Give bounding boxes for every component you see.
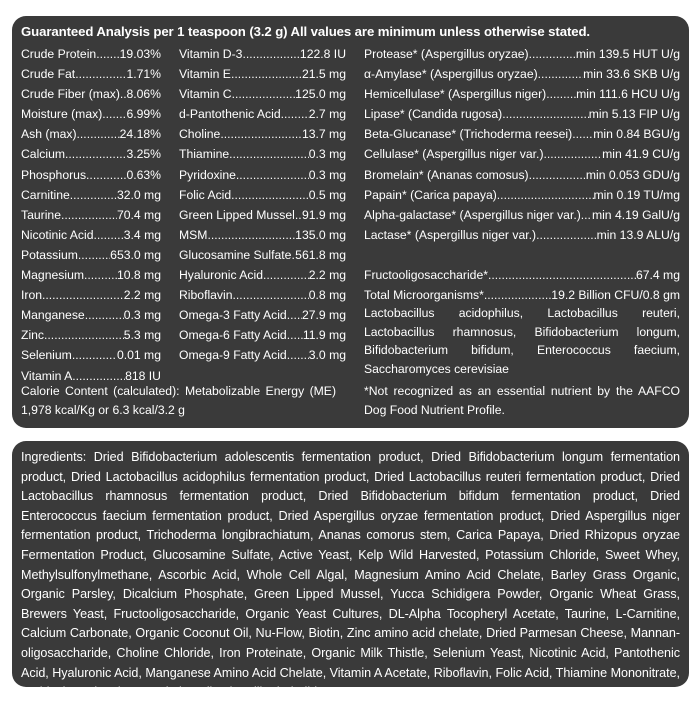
leader-dots	[581, 205, 592, 225]
nutrient-value: 135.0 mg	[295, 227, 346, 242]
nutrient-row	[364, 285, 680, 305]
nutrient-row	[21, 165, 161, 185]
nutrient-name: Omega-3 Fatty Acid	[179, 308, 287, 323]
nutrient-name: Calcium	[21, 147, 66, 162]
nutrient-name: α-Amylase* (Aspergillus oryzae)	[364, 67, 538, 82]
guaranteed-analysis-panel	[12, 16, 689, 428]
leader-dots	[287, 325, 303, 345]
nutrient-row	[21, 205, 161, 225]
nutrient-name: Beta-Glucanase* (Trichoderma reesei)	[364, 127, 573, 142]
nutrient-value: 19.03%	[119, 47, 161, 61]
aafco-note: *Not recognized as an essential nutrient by the AAFCO Dog Food Nutrient Profile.	[364, 384, 680, 417]
nutrient-row	[179, 225, 346, 245]
spacer	[364, 245, 680, 265]
leader-dots	[207, 225, 295, 245]
nutrient-name: Pyridoxine	[179, 167, 236, 182]
nutrient-row	[179, 124, 346, 144]
nutrient-name: Vitamin E	[179, 67, 231, 82]
nutrient-row	[179, 265, 346, 285]
nutrient-row	[364, 265, 680, 285]
nutrient-value: 5.3 mg	[123, 328, 161, 343]
leader-dots	[220, 124, 302, 144]
nutrient-value: min 5.13 FIP U/g	[588, 107, 680, 122]
leader-dots	[61, 205, 117, 225]
nutrient-value: 3.4 mg	[123, 227, 161, 242]
nutrient-name: Magnesium	[21, 268, 84, 283]
nutrient-name: Hyaluronic Acid	[179, 268, 263, 283]
nutrient-value: 13.7 mg	[301, 127, 346, 142]
nutrient-name: Hemicellulase* (Aspergillus niger)	[364, 87, 547, 102]
nutrient-value: 0.3 mg	[308, 167, 346, 182]
leader-dots	[484, 285, 551, 305]
leader-dots	[93, 225, 123, 245]
nutrient-row	[21, 285, 161, 305]
nutrient-row	[179, 44, 346, 64]
leader-dots	[70, 185, 117, 205]
leader-dots	[538, 64, 583, 84]
leader-dots	[488, 265, 636, 285]
nutrient-name: Total Microorganisms*	[364, 288, 484, 303]
nutrient-value: 0.3 mg	[123, 308, 161, 323]
nutrient-name: Nicotinic Acid	[21, 227, 94, 242]
leader-dots	[102, 104, 126, 124]
leader-dots	[287, 345, 309, 365]
nutrient-value: 561.8 mg	[295, 247, 346, 262]
nutrient-name: Potassium	[21, 247, 78, 262]
nutrient-value: 27.9 mg	[301, 308, 346, 323]
nutrient-row	[364, 225, 680, 245]
nutrient-value: 0.63%	[126, 167, 161, 182]
leader-dots	[86, 165, 126, 185]
nutrient-name: Omega-9 Fatty Acid	[179, 348, 287, 363]
nutrient-name: Crude Fat	[21, 67, 76, 82]
nutrient-row	[21, 104, 161, 124]
leader-dots	[232, 84, 296, 104]
nutrient-value: min 139.5 HUT U/g	[575, 47, 680, 61]
nutrient-value: min 41.9 CU/g	[602, 147, 680, 162]
nutrient-name: Bromelain* (Ananas comosus)	[364, 167, 529, 182]
nutrient-row	[364, 104, 680, 124]
nutrient-row	[179, 165, 346, 185]
nutrient-name: Choline	[179, 127, 221, 142]
nutrient-name: Lactase* (Aspergillus niger var.)	[364, 227, 537, 242]
analysis-title: Guaranteed Analysis per 1 teaspoon (3.2 g) All values are minimum unless otherwise stated.	[21, 24, 590, 39]
nutrient-value: min 0.19 TU/mg	[593, 187, 680, 202]
nutrient-value: min 0.053 GDU/g	[585, 167, 680, 182]
nutrient-name: Vitamin D-3	[179, 47, 243, 61]
nutrient-row	[21, 265, 161, 285]
nutrient-row	[179, 185, 346, 205]
nutrient-name: Carnitine	[21, 187, 70, 202]
leader-dots	[78, 245, 110, 265]
leader-dots	[44, 325, 124, 345]
nutrient-value: min 0.84 BGU/g	[593, 127, 680, 142]
nutrient-row	[364, 165, 680, 185]
nutrient-value: 3.0 mg	[308, 348, 346, 363]
leader-dots	[536, 225, 597, 245]
nutrient-value: 818 IU	[125, 368, 161, 383]
leader-dots	[287, 305, 302, 325]
leader-dots	[572, 124, 593, 144]
nutrient-row	[364, 144, 680, 164]
nutrient-row	[179, 245, 346, 265]
nutrient-value: min 111.6 HCU U/g	[576, 87, 680, 102]
leader-dots	[72, 345, 117, 365]
nutrient-row	[179, 104, 346, 124]
nutrient-value: 10.8 mg	[116, 268, 161, 283]
nutrient-value: 21.5 mg	[301, 67, 346, 82]
ingredients-text: Ingredients: Dried Bifidobacterium adolescentis fermentation product, Dried Bifidobacterium longum fermentation product, Dried Lactobacillus acidophilus fermentation product, Dried Lactobacillus reuteri fermentation product, Dried Lactobacillus rhamnosus fermentation product, Dried Bifidobacterium bifidum fermentation product, Dried Enterococcus faecium fermentation product, Dried Aspergillus oryzae fermentation product, Dried Aspergillus niger fermentation product, Trichoderma longibrachiatum, Ananas comorus stem, Carica Papaya, Dried Rhizopus oryzae Fermentation Product, Glucosamine Sulfate, Active Yeast, Kelp Wild Harvested, Potassium Chloride, Sweet Whey, Methylsulfonylmethane, Ascorbic Acid, Whole Cell Algal, Magnesium Amino Acid Chelate, Barley Grass Organic, Organic Parsley, Dicalcium Phosphate, Green Lipped Mussel, Yucca Schidigera Powder, Organic Wheat Grass, Brewers Yeast, Fructooligosaccharide, Organic Yeast Cultures, DL-Alpha Tocopheryl Acetate, Taurine, L-Carnitine, Calcium Carbonate, Organic Coconut Oil, Nu-Flow, Biotin, Zinc amino acid chelate, Dried Parmesan Cheese, Mannan-oligosaccharide, Choline Chloride, Iron Proteinate, Organic Milk Thistle, Selenium Yeast, Nicotinic Acid, Pantothenic Acid, Hyaluronic Acid, Manganese Amino Acid Chelate, Vitamin A Acetate, Riboflavin, Folic Acid, Thiamine Mononitrate, Pyridoxine, Vitamin D3, Ethylenediamine dihydroiodide	[21, 450, 680, 700]
nutrient-value: 32.0 mg	[116, 187, 161, 202]
nutrient-row	[179, 345, 346, 365]
nutrient-name: Vitamin A	[21, 368, 73, 383]
nutrient-name: Alpha-galactase* (Aspergillus niger var.)	[364, 207, 581, 222]
nutrient-name: Selenium	[21, 348, 72, 363]
nutrient-row	[179, 64, 346, 84]
nutrient-value: 0.5 mg	[308, 187, 346, 202]
leader-dots	[77, 124, 120, 144]
nutrient-value: min 13.9 ALU/g	[596, 227, 680, 242]
nutrient-value: 2.2 mg	[308, 268, 346, 283]
nutrient-value: 3.25%	[126, 147, 161, 162]
nutrient-value: 0.01 mg	[116, 348, 161, 363]
leader-dots	[236, 165, 309, 185]
nutrient-value: 1.71%	[126, 67, 161, 82]
leader-dots	[281, 104, 309, 124]
nutrient-name: Glucosamine Sulfate	[179, 247, 292, 262]
nutrient-name: Phosphorus	[21, 167, 87, 182]
nutrient-row	[21, 325, 161, 345]
nutrient-row	[364, 44, 680, 64]
nutrient-row	[364, 84, 680, 104]
nutrient-value: 125.0 mg	[295, 87, 346, 102]
leader-dots	[295, 205, 302, 225]
leader-dots	[96, 44, 119, 64]
leader-dots	[502, 104, 589, 124]
nutrient-value: 67.4 mg	[635, 267, 680, 282]
leader-dots	[546, 84, 576, 104]
leader-dots	[231, 64, 302, 84]
leader-dots	[529, 165, 586, 185]
nutrient-name: Papain* (Carica papaya)	[364, 187, 497, 202]
leader-dots	[263, 265, 309, 285]
leader-dots	[529, 44, 576, 64]
nutrient-name: Manganese	[21, 308, 85, 323]
nutrient-value: min 33.6 SKB U/g	[583, 67, 680, 82]
nutrient-row	[21, 44, 161, 64]
nutrient-row	[179, 205, 346, 225]
nutrient-value: 91.9 mg	[301, 207, 346, 222]
nutrient-name: Riboflavin	[179, 288, 233, 303]
nutrient-name: Iron	[21, 288, 43, 303]
nutrient-row	[21, 64, 161, 84]
nutrient-name: Crude Protein	[21, 47, 97, 61]
nutrient-row	[21, 225, 161, 245]
leader-dots	[497, 185, 594, 205]
nutrient-name: Vitamin C	[179, 87, 232, 102]
nutrient-name: d-Pantothenic Acid	[179, 107, 281, 122]
nutrient-value: 11.9 mg	[302, 328, 346, 343]
nutrient-row	[21, 345, 161, 365]
nutrient-row	[179, 144, 346, 164]
nutrient-name: Fructooligosaccharide*	[364, 267, 488, 282]
leader-dots	[233, 285, 309, 305]
nutrient-value: min 4.19 GalU/g	[591, 207, 680, 222]
nutrient-row	[364, 185, 680, 205]
nutrient-name: Thiamine	[179, 147, 230, 162]
nutrient-row	[364, 64, 680, 84]
nutrient-value: 70.4 mg	[116, 207, 161, 222]
leader-dots	[42, 285, 124, 305]
nutrient-name: Moisture (max)	[21, 107, 103, 122]
ingredients-panel	[12, 441, 689, 700]
nutrient-name: Cellulase* (Aspergillus niger var.)	[364, 147, 544, 162]
leader-dots	[75, 64, 126, 84]
nutrient-name: Folic Acid	[179, 187, 232, 202]
nutrient-value: 0.8 mg	[308, 288, 346, 303]
nutrient-name: Zinc	[21, 328, 45, 343]
calorie-content: Calorie Content (calculated): Metabolizable Energy (ME) 1,978 kcal/Kg or 6.3 kcal/3.2 g	[21, 384, 336, 417]
nutrient-name: Lipase* (Candida rugosa)	[364, 107, 503, 122]
nutrient-value: 0.3 mg	[308, 147, 346, 162]
nutrient-row	[179, 305, 346, 325]
nutrient-value: 653.0 mg	[110, 247, 161, 262]
nutrient-row	[364, 205, 680, 225]
nutrient-column-2	[179, 44, 346, 366]
nutrient-row	[21, 84, 161, 104]
nutrient-name: Omega-6 Fatty Acid	[179, 328, 287, 343]
leader-dots	[229, 144, 309, 164]
nutrient-name: Ash (max)	[21, 127, 77, 142]
nutrient-row	[21, 144, 161, 164]
nutrient-name: Protease* (Aspergillus oryzae)	[364, 47, 529, 61]
nutrient-row	[179, 285, 346, 305]
nutrient-row	[21, 124, 161, 144]
nutrient-value: 6.99%	[126, 107, 161, 122]
enzyme-column	[364, 44, 680, 305]
nutrient-value: 8.06%	[126, 87, 161, 102]
nutrient-name: Green Lipped Mussel	[179, 207, 295, 222]
nutrient-value: 2.2 mg	[123, 288, 161, 303]
nutrient-value: 24.18%	[119, 127, 161, 142]
leader-dots	[65, 144, 126, 164]
nutrient-row	[179, 325, 346, 345]
nutrient-row	[21, 245, 161, 265]
nutrient-value: 19.2 Billion CFU/0.8 gm	[551, 288, 680, 303]
nutrient-column-1	[21, 44, 161, 386]
microorganism-list: Lactobacillus acidophilus, Lactobacillus reuteri, Lactobacillus rhamnosus, Bifidobacterium longum, Bifidobacterium bifidum, Enterococcus faecium, Saccharomyces cerevisiae	[364, 306, 680, 376]
nutrient-row	[21, 185, 161, 205]
leader-dots	[85, 305, 124, 325]
nutrient-value: 122.8 IU	[299, 47, 346, 61]
nutrient-row	[179, 84, 346, 104]
nutrient-name: Taurine	[21, 207, 61, 222]
nutrient-row	[364, 124, 680, 144]
nutrient-value: 2.7 mg	[308, 107, 346, 122]
nutrient-name: MSM	[179, 227, 208, 242]
leader-dots	[544, 144, 603, 164]
nutrient-row	[21, 305, 161, 325]
leader-dots	[242, 44, 299, 64]
leader-dots	[231, 185, 309, 205]
leader-dots	[84, 265, 117, 285]
nutrient-name: Crude Fiber (max)	[21, 87, 120, 102]
